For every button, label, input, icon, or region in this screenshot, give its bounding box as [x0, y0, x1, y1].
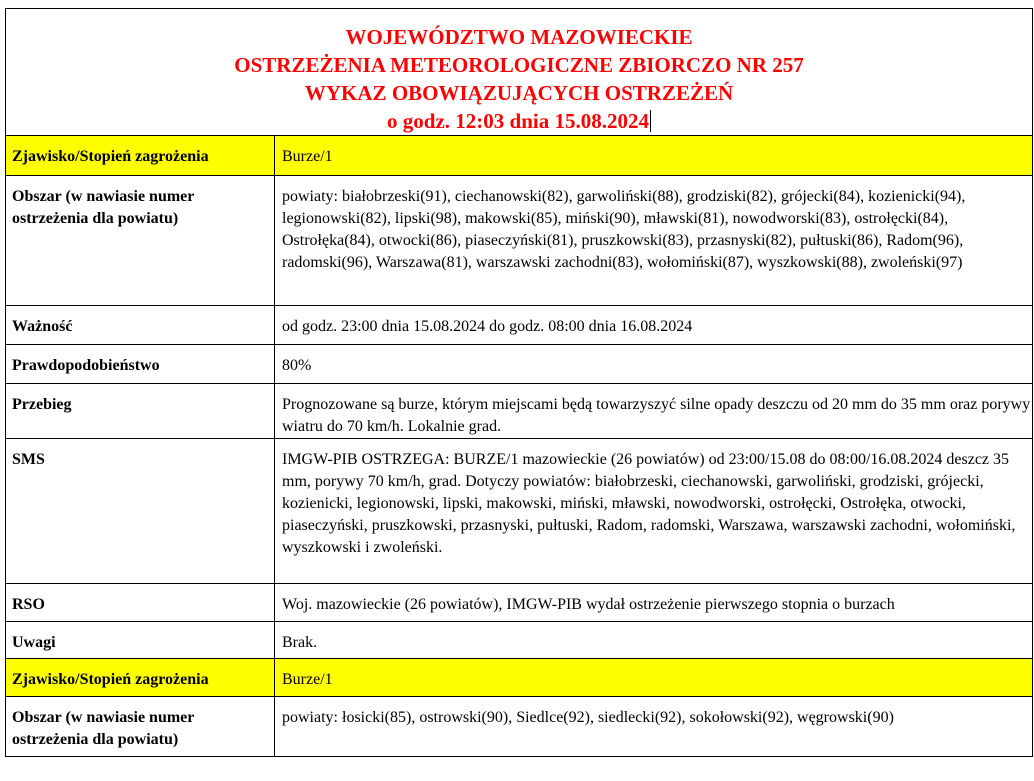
warning1-remarks-row: [6, 622, 1033, 659]
rso-value: Woj. mazowieckie (26 powiatów), IMGW-PIB wydał ostrzeżenie pierwszego stopnia o burzach: [275, 584, 1033, 622]
remarks-value: Brak.: [275, 622, 1033, 659]
warning2-area-row: [6, 697, 1033, 757]
warning1-phenomenon-row: [6, 136, 1033, 176]
warning1-probability-row: [6, 345, 1033, 384]
document-header: [6, 9, 1033, 136]
probability-label: Prawdopodobieństwo: [6, 345, 275, 384]
warning1-sms-row: [6, 439, 1033, 584]
header-issue-time: [6, 107, 1032, 135]
warning1-area-row: [6, 176, 1033, 306]
course-label: Przebieg: [6, 384, 275, 439]
area-label: Obszar (w nawiasie numer ostrzeżenia dla powiatu): [6, 697, 275, 757]
rso-label: RSO: [6, 584, 275, 622]
validity-value: od godz. 23:00 dnia 15.08.2024 do godz. 08:00 dnia 16.08.2024: [275, 306, 1033, 345]
area-label: Obszar (w nawiasie numer ostrzeżenia dla powiatu): [6, 176, 275, 306]
phenomenon-value: Burze/1: [275, 136, 1033, 176]
area-value: powiaty: białobrzeski(91), ciechanowski(82), garwoliński(88), grodziski(82), grójecki(84), kozienicki(94), legionowski(82), lipski(98), makowski(85), miński(90), mławski(81), nowodworski(83), ostrołęcki(84), Ostrołęka(84), otwocki(86), piaseczyński(81), pruszkowski(83), przasnyski(82), pułtuski(86), Radom(96), radomski(96), Warszawa(81), warszawski zachodni(83), wołomiński(87), wyszkowski(88), zwoleński(97): [275, 176, 1033, 306]
validity-label: Ważność: [6, 306, 275, 345]
phenomenon-value: Burze/1: [275, 659, 1033, 697]
sms-value: IMGW-PIB OSTRZEGA: BURZE/1 mazowieckie (26 powiatów) od 23:00/15.08 do 08:00/16.08.2024 deszcz 35 mm, porywy 70 km/h, grad. Dotyczy powiatów: białobrzeski, ciechanowski, garwoliński, grodziski, grójecki, kozienicki, legionowski, lipski, makowski, miński, mławski, nowodworski, ostrołęcki, Ostrołęka, otwocki, piaseczyński, pruszkowski, przasnyski, pułtuski, Radom, radomski, Warszawa, warszawski zachodni, wołomiński, wyszkowski i zwoleński.: [275, 439, 1033, 584]
warning2-phenomenon-row: [6, 659, 1033, 697]
previous-page-edge: [0, 0, 1034, 6]
header-issue-time-text: o godz. 12:03 dnia 15.08.2024: [387, 109, 649, 133]
text-cursor: [650, 110, 651, 132]
header-bulletin-title: OSTRZEŻENIA METEOROLOGICZNE ZBIORCZO NR 257: [234, 53, 804, 77]
warning1-rso-row: [6, 584, 1033, 622]
warnings-document-table: [5, 8, 1033, 757]
area-value: powiaty: łosicki(85), ostrowski(90), Siedlce(92), siedlecki(92), sokołowski(92), węgrowski(90): [275, 697, 1033, 757]
warning1-course-row: [6, 384, 1033, 439]
remarks-label: Uwagi: [6, 622, 275, 659]
probability-value: 80%: [275, 345, 1033, 384]
course-value: Prognozowane są burze, którym miejscami będą towarzyszyć silne opady deszczu od 20 mm do 35 mm oraz porywy wiatru do 70 km/h. Lokalnie grad.: [275, 384, 1033, 439]
header-region-title: WOJEWÓDZTWO MAZOWIECKIE: [345, 25, 693, 49]
sms-label: SMS: [6, 439, 275, 584]
warning1-validity-row: [6, 306, 1033, 345]
phenomenon-label: Zjawisko/Stopień zagrożenia: [6, 659, 275, 697]
phenomenon-label: Zjawisko/Stopień zagrożenia: [6, 136, 275, 176]
header-list-title: WYKAZ OBOWIĄZUJĄCYCH OSTRZEŻEŃ: [304, 81, 734, 105]
